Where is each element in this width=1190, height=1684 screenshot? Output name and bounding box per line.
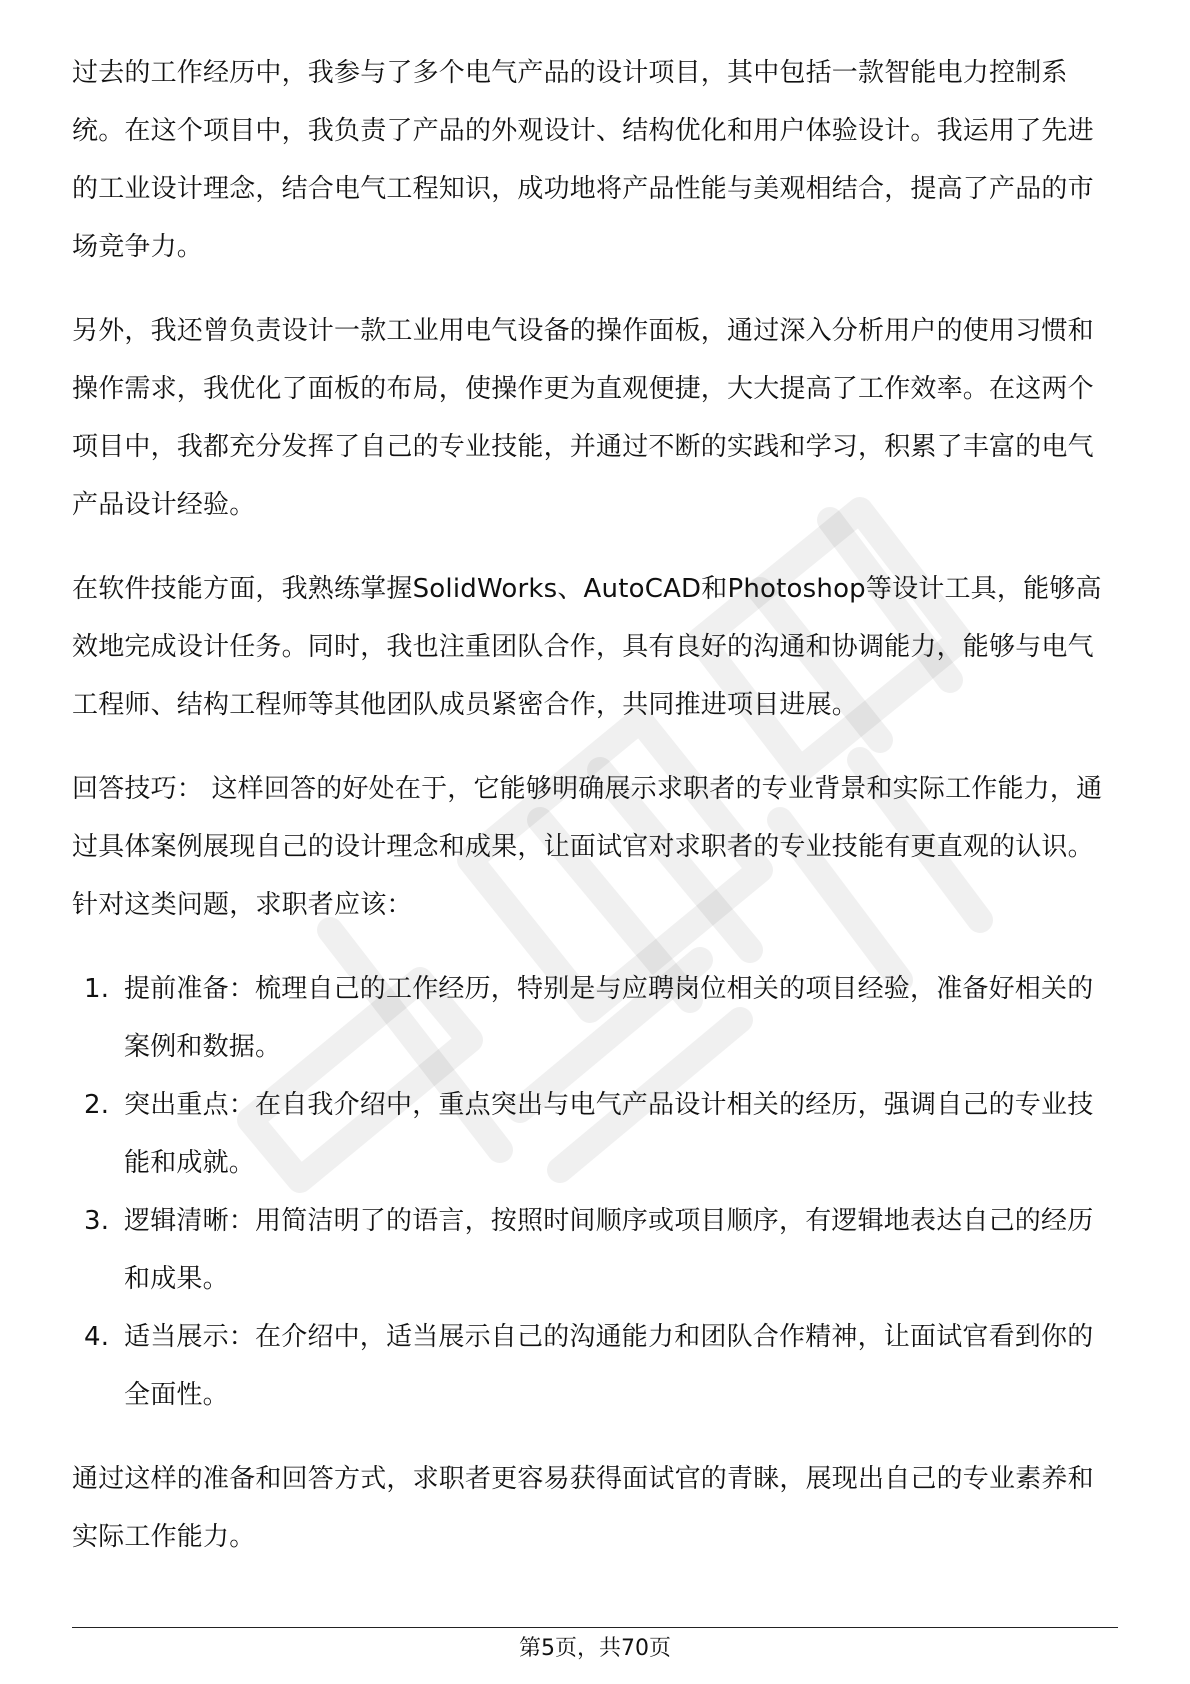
list-item xyxy=(72,960,1118,1076)
list-item xyxy=(72,1192,1118,1308)
list-item-text: 逻辑清晰：用简洁明了的语言，按照时间顺序或项目顺序，有逻辑地表达自己的经历和成果。 xyxy=(124,1206,1094,1294)
paragraph-control-panel: 另外，我还曾负责设计一款工业用电气设备的操作面板，通过深入分析用户的使用习惯和操作需求，我优化了面板的布局，使操作更为直观便捷，大大提高了工作效率。在这两个项目中，我都充分发挥了自己的专业技能，并通过不断的实践和学习，积累了丰富的电气产品设计经验。 xyxy=(72,316,1094,520)
document-body xyxy=(72,44,1118,1592)
page-number: 第5页，共70页 xyxy=(519,1636,671,1661)
list-item-text: 提前准备：梳理自己的工作经历，特别是与应聘岗位相关的项目经验，准备好相关的案例和数据。 xyxy=(124,974,1094,1062)
list-item xyxy=(72,1076,1118,1192)
paragraph-closing: 通过这样的准备和回答方式，求职者更容易获得面试官的青睐，展现出自己的专业素养和实际工作能力。 xyxy=(72,1464,1094,1552)
paragraph-work-experience: 过去的工作经历中，我参与了多个电气产品的设计项目，其中包括一款智能电力控制系统。在这个项目中，我负责了产品的外观设计、结构优化和用户体验设计。我运用了先进的工业设计理念，结合电气工程知识，成功地将产品性能与美观相结合，提高了产品的市场竞争力。 xyxy=(72,58,1094,262)
tips-list xyxy=(72,960,1118,1424)
list-item-text: 突出重点：在自我介绍中，重点突出与电气产品设计相关的经历，强调自己的专业技能和成就。 xyxy=(124,1090,1094,1178)
list-number: 4. xyxy=(84,1322,110,1352)
list-item xyxy=(72,1308,1118,1424)
list-item-text: 适当展示：在介绍中，适当展示自己的沟通能力和团队合作精神，让面试官看到你的全面性。 xyxy=(124,1322,1094,1410)
list-number: 2. xyxy=(84,1090,110,1120)
paragraph-software-skills: 在软件技能方面，我熟练掌握SolidWorks、AutoCAD和Photoshop等设计工具，能够高效地完成设计任务。同时，我也注重团队合作，具有良好的沟通和协调能力，能够与电气工程师、结构工程师等其他团队成员紧密合作，共同推进项目进展。 xyxy=(72,574,1102,720)
list-number: 1. xyxy=(84,974,110,1004)
footer-divider xyxy=(72,1627,1118,1628)
list-number: 3. xyxy=(84,1206,110,1236)
paragraph-answer-tips: 回答技巧： 这样回答的好处在于，它能够明确展示求职者的专业背景和实际工作能力，通过具体案例展现自己的设计理念和成果，让面试官对求职者的专业技能有更直观的认识。针对这类问题，求职者应该： xyxy=(72,774,1103,920)
